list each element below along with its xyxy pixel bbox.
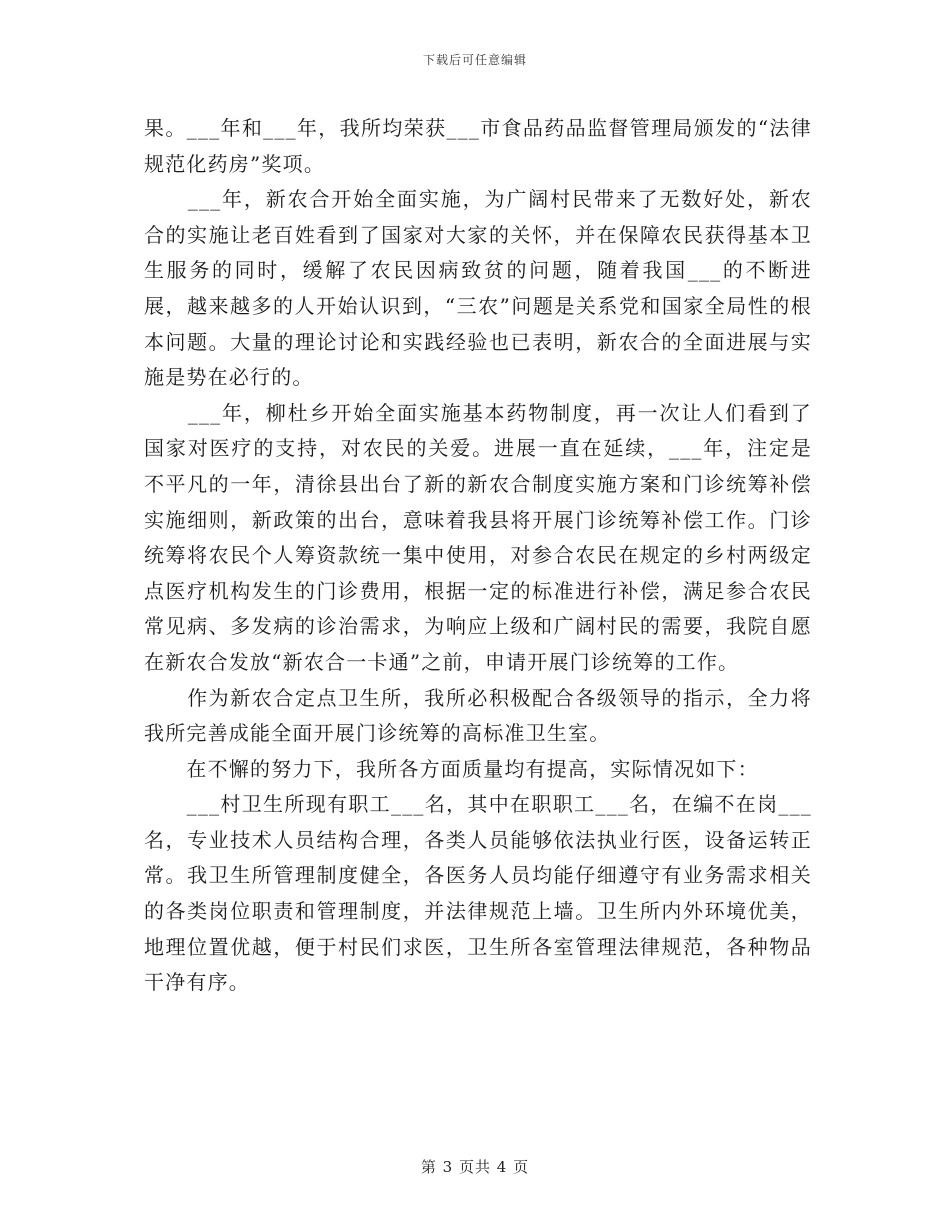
paragraph-3: ___年，柳杜乡开始全面实施基本药物制度，再一次让人们看到了国家对医疗的支持，对农民的关爱。进展一直在延续，___年，注定是不平凡的一年，清徐县出台了新的新农合制度实施方案和门诊统筹补偿实施细则，新政策的出台，意味着我县将开展门诊统筹补偿工作。门诊统筹将农民个人筹资款统一集中使用，对参合农民在规定的乡村两级定点医疗机构发生的门诊费用，根据一定的标准进行补偿，满足参合农民常见病、多发病的诊治需求，为响应上级和广阔村民的需要，我院自愿在新农合发放“新农合一卡通”之前，申请开展门诊统筹的工作。 — [144, 400, 812, 674]
document-body — [144, 111, 812, 1001]
page-footer: 第 3 页共 4 页 — [420, 1158, 530, 1176]
paragraph-1: 果。___年和___年，我所均荣获___市食品药品监督管理局颁发的“法律规范化药房”奖项。 — [144, 116, 812, 176]
paragraph-2: ___年，新农合开始全面实施，为广阔村民带来了无数好处，新农合的实施让老百姓看到了国家对大家的关怀，并在保障农民获得基本卫生服务的同时，缓解了农民因病致贫的问题，随着我国___的不断进展，越来越多的人开始认识到，“三农”问题是关系党和国家全局性的根本问题。大量的理论讨论和实践经验也已表明，新农合的全面进展与实施是势在必行的。 — [144, 187, 812, 390]
paragraph-6: ___村卫生所现有职工___名，其中在职职工___名，在编不在岗___名，专业技术人员结构合理，各类人员能够依法执业行医，设备运转正常。我卫生所管理制度健全，各医务人员均能仔细遵守有业务需求相关的各类岗位职责和管理制度，并法律规范上墙。卫生所内外环境优美，地理位置优越，便于村民们求医，卫生所各室管理法律规范，各种物品干净有序。 — [144, 792, 812, 995]
paragraph-4: 作为新农合定点卫生所，我所必积极配合各级领导的指示，全力将我所完善成能全面开展门诊统筹的高标准卫生室。 — [144, 685, 812, 746]
page-header: 下载后可任意编辑 — [422, 53, 527, 67]
paragraph-5: 在不懈的努力下，我所各方面质量均有提高，实际情况如下： — [144, 756, 759, 781]
